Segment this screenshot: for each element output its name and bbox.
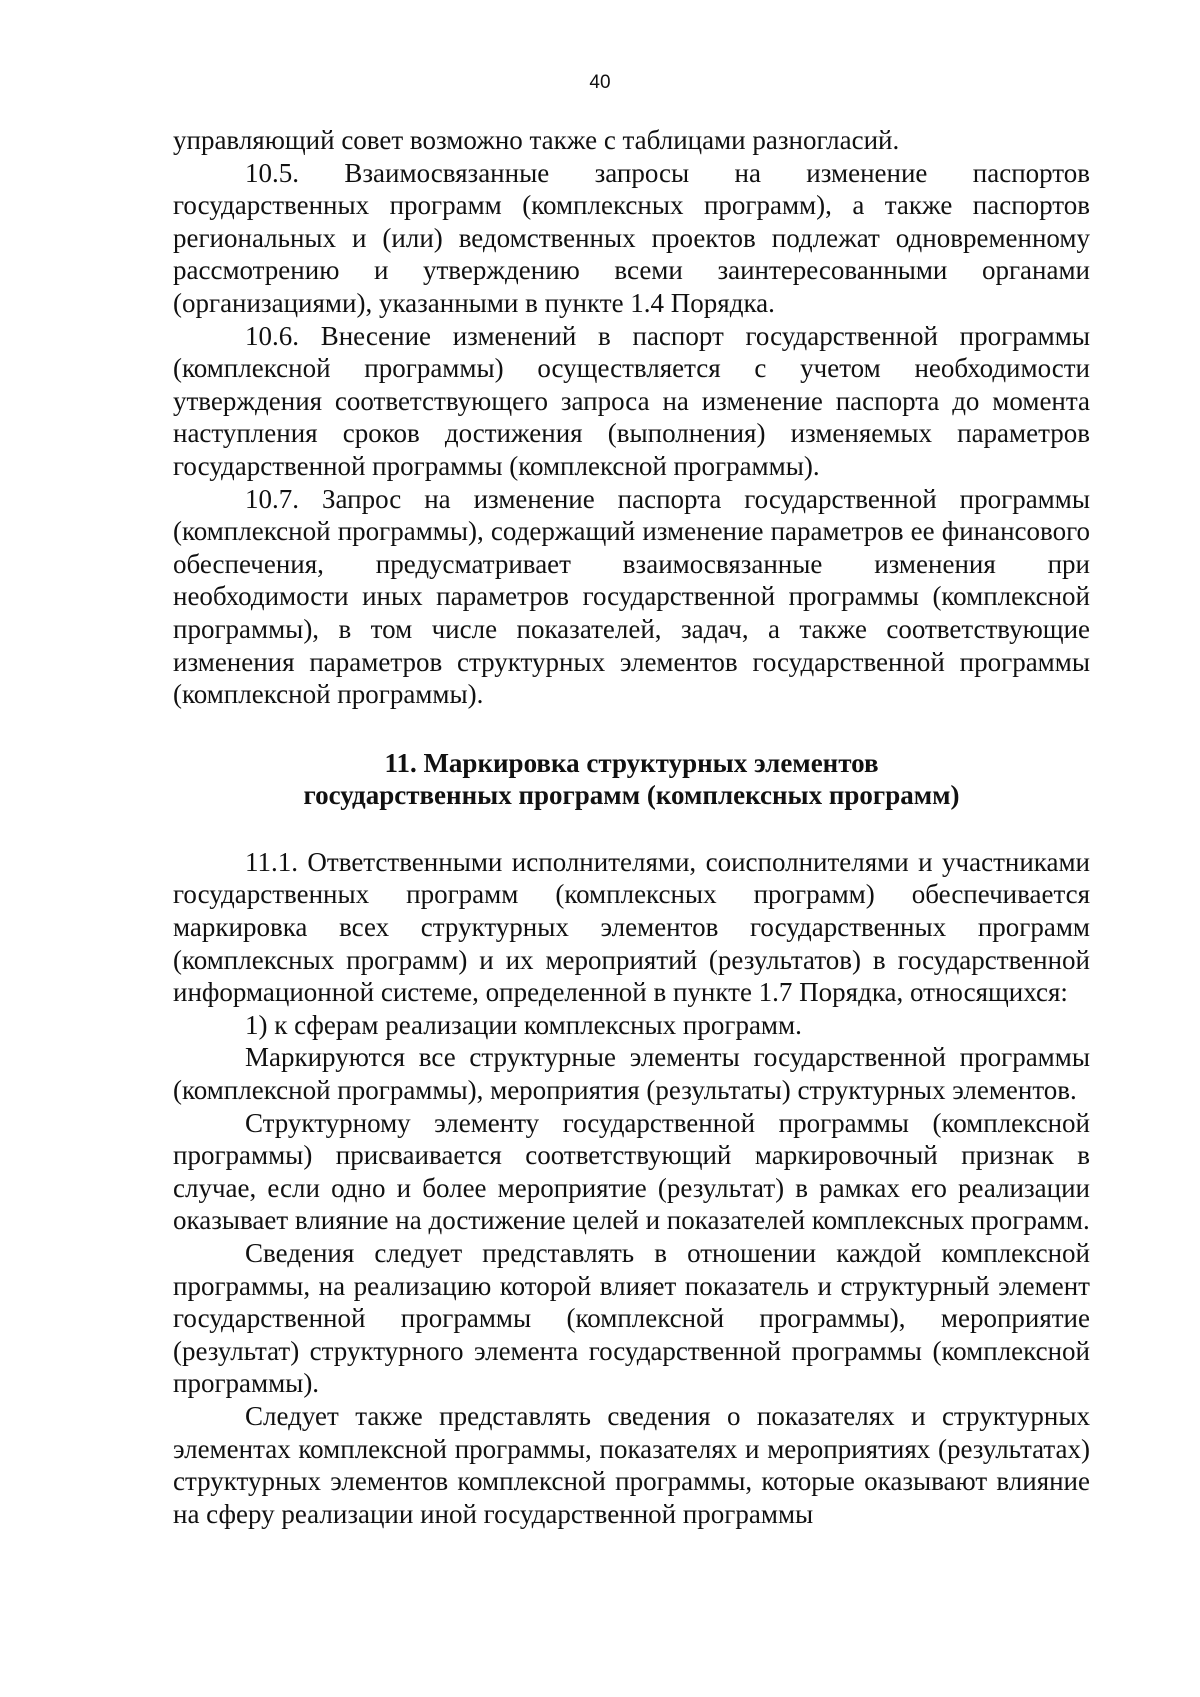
paragraph-information: Сведения следует представлять в отношении каждой комплексной программы, на реализацию которой влияет показатель и структурный элемент государственной программы (комплексной программы), мероприятие (результат) структурного элемента государственной программы (комплексной программы). <box>173 1238 1090 1399</box>
list-item-1: 1) к сферам реализации комплексных программ. <box>245 1009 802 1040</box>
paragraph-11-1: 11.1. Ответственными исполнителями, соисполнителями и участниками государственных программ (комплексных программ) обеспечивается маркировка всех структурных элементов государственных программ (комплексных программ) и их мероприятий (результатов) в государственной информационной системе, определенной в пункте 1.7 Порядка, относящихся: <box>173 846 1090 1008</box>
section-heading-line-2: государственных программ (комплексных программ) <box>303 780 960 811</box>
paragraph-structural-element: Структурному элементу государственной программы (комплексной программы) присваивается соответствующий маркировочный признак в случае, если одно и более мероприятие (результат) в рамках его реализации оказывает влияние на достижение целей и показателей комплексных программ. <box>173 1107 1090 1236</box>
section-heading-line-1: 11. Маркировка структурных элементов <box>384 747 879 778</box>
document-body <box>173 124 1090 1530</box>
paragraph-10-6: 10.6. Внесение изменений в паспорт государственной программы (комплексной программы) осуществляется с учетом необходимости утверждения соответствующего запроса на изменение паспорта до момента наступления сроков достижения (выполнения) изменяемых параметров государственной программы (комплексной программы). <box>173 320 1090 481</box>
page-number: 40 <box>589 72 611 93</box>
section-heading <box>173 747 1090 812</box>
paragraph-additional-information: Следует также представлять сведения о показателях и структурных элементах комплексной программы, показателях и мероприятиях (результатах) структурных элементов комплексной программы, которые оказывают влияние на сферу реализации иной государственной программы <box>173 1400 1090 1529</box>
paragraph-continuation: управляющий совет возможно также с таблицами разногласий. <box>173 125 900 155</box>
paragraph-10-5: 10.5. Взаимосвязанные запросы на изменение паспортов государственных программ (комплексных программ), а также паспортов региональных и (или) ведомственных проектов подлежат одновременному рассмотрению и утверждению всеми заинтересованными органами (организациями), указанными в пункте 1.4 Порядка. <box>173 157 1090 318</box>
paragraph-marking: Маркируются все структурные элементы государственной программы (комплексной программы), мероприятия (результаты) структурных элементов. <box>173 1042 1090 1106</box>
paragraph-10-7: 10.7. Запрос на изменение паспорта государственной программы (комплексной программы), содержащий изменение параметров ее финансового обеспечения, предусматривает взаимосвязанные изменения при необходимости иных параметров государственной программы (комплексной программы), в том числе показателей, задач, а также соответствующие изменения параметров структурных элементов государственной программы (комплексной программы). <box>173 483 1090 710</box>
